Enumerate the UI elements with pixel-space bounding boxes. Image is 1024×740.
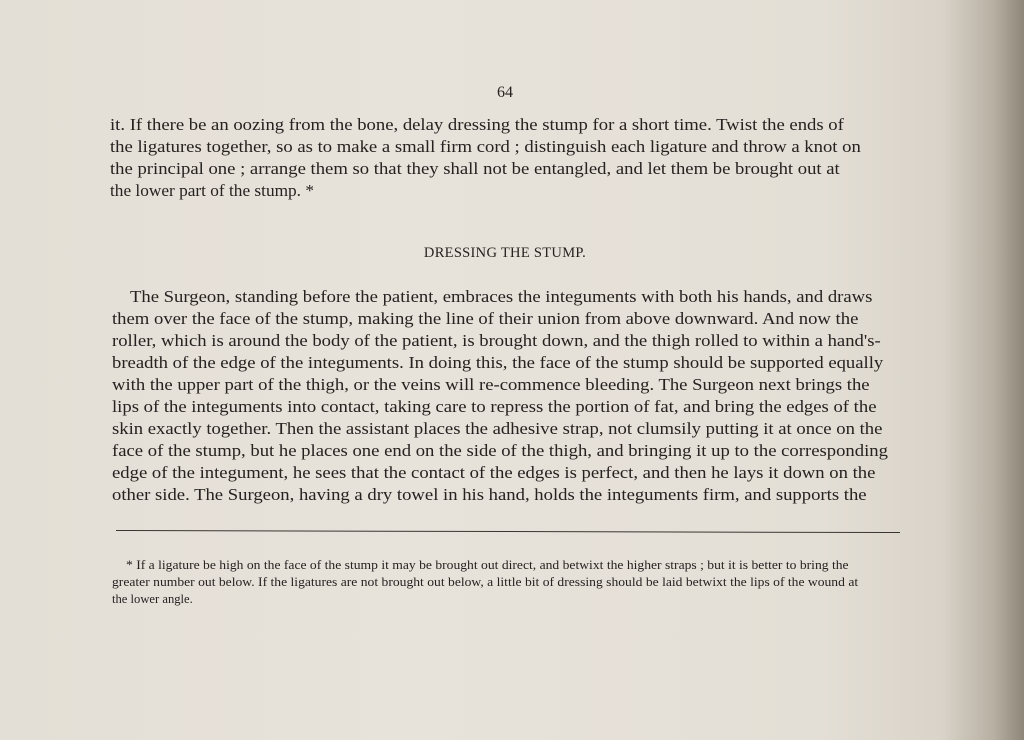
text-line: roller, which is around the body of the patient, is brought down, and the thigh rolled to within a hand's-	[112, 331, 881, 350]
footnote-divider	[116, 530, 900, 533]
text-line: face of the stump, but he places one end on the side of the thigh, and bringing it up to the corresponding	[112, 441, 888, 460]
text-line: other side. The Surgeon, having a dry towel in his hand, holds the integuments firm, and supports the	[112, 485, 867, 504]
text-line: lips of the integuments into contact, taking care to repress the portion of fat, and bring the edges of the	[112, 397, 877, 416]
text-line: breadth of the edge of the integuments. In doing this, the face of the stump should be supported equally	[112, 353, 884, 372]
text-line: them over the face of the stump, making the line of their union from above downward. And now the	[112, 309, 859, 328]
text-line: the lower part of the stump. *	[110, 181, 314, 200]
text-line: The Surgeon, standing before the patient, embraces the integuments with both his hands, and draws	[130, 287, 873, 306]
footnote-line: * If a ligature be high on the face of the stump it may be brought out direct, and betwixt the higher straps ; but it is better to bring the	[126, 558, 849, 572]
footnote-line: the lower angle.	[112, 592, 193, 606]
page-number: 64	[497, 84, 513, 101]
text-line: edge of the integument, he sees that the contact of the edges is perfect, and then he lays it down on the	[112, 463, 876, 482]
footnote-line: greater number out below. If the ligatures are not brought out below, a little bit of dressing should be laid betwixt the lips of the wound at	[112, 575, 859, 589]
text-line: the ligatures together, so as to make a small firm cord ; distinguish each ligature and throw a knot on	[110, 137, 861, 156]
text-line: the principal one ; arrange them so that they shall not be entangled, and let them be brought out at	[110, 159, 840, 178]
text-line: with the upper part of the thigh, or the veins will re-commence bleeding. The Surgeon next brings the	[112, 375, 870, 394]
text-line: skin exactly together. Then the assistant places the adhesive strap, not clumsily putting it at once on the	[112, 419, 883, 438]
text-line: it. If there be an oozing from the bone, delay dressing the stump for a short time. Twist the ends of	[110, 115, 844, 134]
section-heading: DRESSING THE STUMP.	[423, 245, 587, 261]
